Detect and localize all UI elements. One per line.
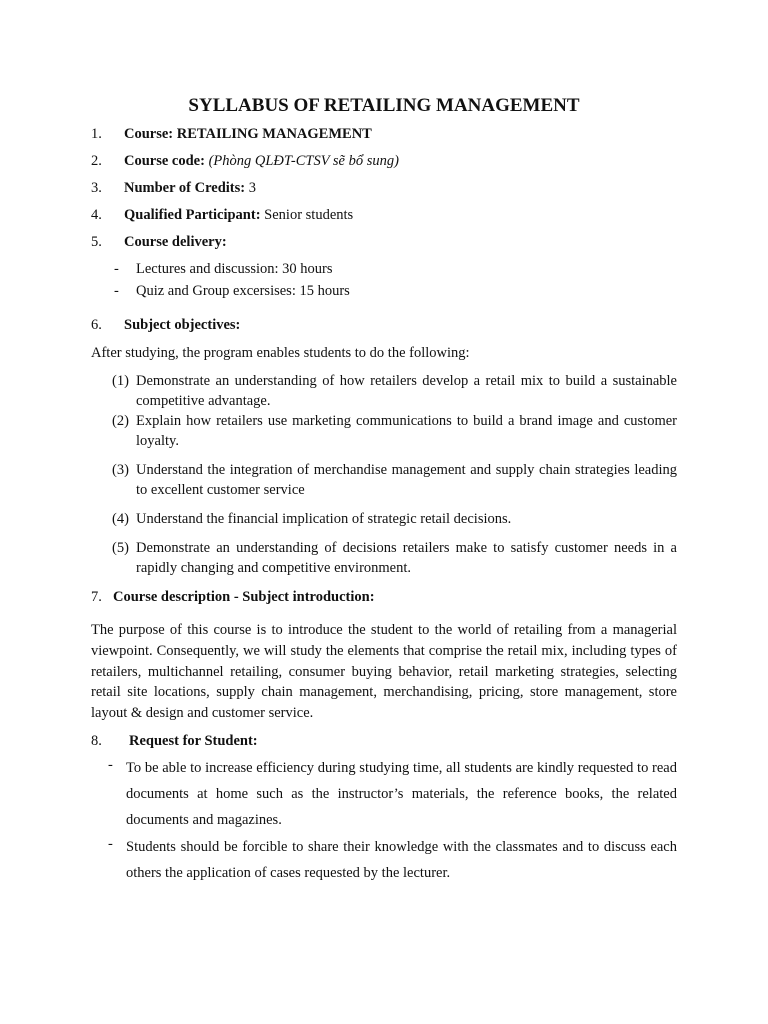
item-value: RETAILING MANAGEMENT (173, 126, 372, 142)
objective-item: Understand the integration of merchandise management and supply chain strategies leading to excellent customer service (136, 462, 677, 498)
section-number: 8. (91, 733, 102, 749)
item-value: Senior students (260, 207, 354, 223)
item-course (124, 124, 372, 144)
objective-item: Demonstrate an understanding of how retailers develop a retail mix to build a sustainable competitive advantage. (136, 373, 677, 409)
objective-number: (2) (112, 413, 129, 429)
request-heading: Request for Student: (129, 733, 258, 749)
item-number: 2. (91, 153, 102, 169)
item-label: Course: (124, 126, 174, 142)
objective-item: Explain how retailers use marketing communications to build a brand image and customer loyalty. (136, 413, 677, 449)
bullet-dash: - (114, 261, 119, 277)
objective-item: Understand the financial implication of strategic retail decisions. (136, 511, 512, 527)
item-participant (124, 205, 353, 225)
bullet-dash: - (108, 757, 113, 773)
section-number: 7. (91, 589, 102, 605)
delivery-item: Lectures and discussion: 30 hours (136, 261, 333, 277)
item-number: 1. (91, 126, 102, 142)
item-number: 5. (91, 234, 102, 250)
item-label: Number of Credits: (124, 180, 246, 196)
description-paragraph: The purpose of this course is to introduce the student to the world of retailing from a managerial viewpoint. Consequently, we will study the elements that comprise the retail mix, including types of retailers, multichannel retailing, consumer buying behavior, retail marketing strategies, selecting retail site locations, supply chain management, merchandising, pricing, store management, store layout & design and customer service. (91, 622, 677, 722)
item-value: (Phòng QLĐT-CTSV sẽ bổ sung) (208, 153, 399, 169)
objective-number: (4) (112, 511, 129, 527)
request-item: Students should be forcible to share their knowledge with the classmates and to discuss each others the application of cases requested by the lecturer. (126, 839, 677, 881)
item-label: Course code: (124, 153, 205, 169)
item-label: Qualified Participant: (124, 207, 261, 223)
item-course-code (124, 151, 399, 171)
bullet-dash: - (108, 836, 113, 852)
objective-number: (5) (112, 540, 129, 556)
objective-item: Demonstrate an understanding of decisions retailers make to satisfy customer needs in a rapidly changing and competitive environment. (136, 540, 677, 576)
delivery-item: Quiz and Group excersises: 15 hours (136, 283, 350, 299)
section-number: 6. (91, 317, 102, 333)
description-heading: Course description - Subject introduction: (113, 589, 375, 605)
item-credits (124, 178, 256, 198)
item-number: 4. (91, 207, 102, 223)
objectives-heading: Subject objectives: (124, 317, 241, 333)
item-value: 3 (245, 180, 256, 196)
objective-number: (3) (112, 462, 129, 478)
request-item: To be able to increase efficiency during studying time, all students are kindly requested to read documents at home such as the instructor’s materials, the reference books, the related documents and magazines. (126, 760, 677, 828)
item-number: 3. (91, 180, 102, 196)
document-title: SYLLABUS OF RETAILING MANAGEMENT (188, 95, 580, 116)
objective-number: (1) (112, 373, 129, 389)
item-delivery-label: Course delivery: (124, 234, 227, 250)
bullet-dash: - (114, 283, 119, 299)
objectives-intro: After studying, the program enables students to do the following: (91, 345, 470, 361)
